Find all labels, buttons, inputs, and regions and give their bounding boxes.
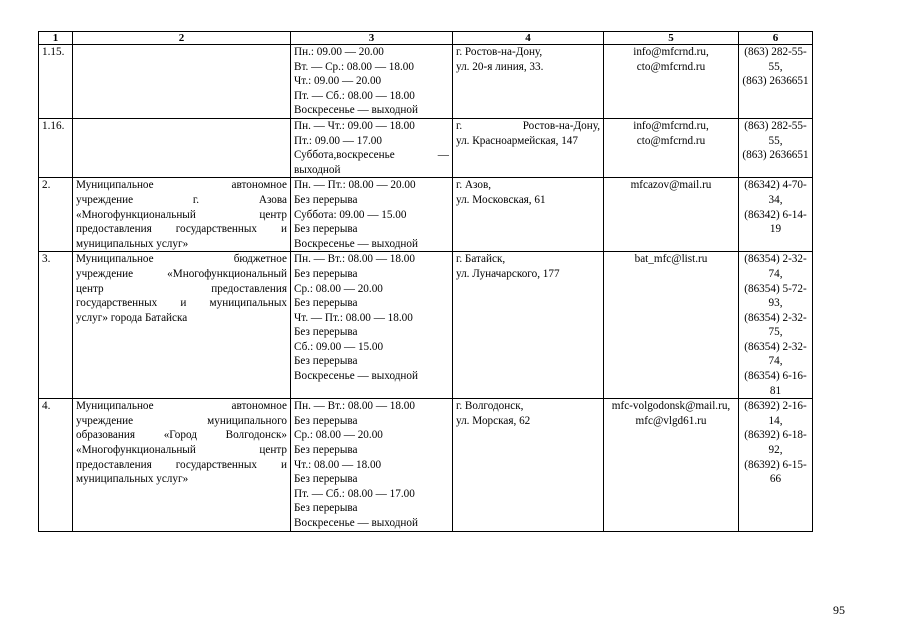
phone-cell: [739, 178, 813, 252]
address-line: ул. Луначарского, 177: [456, 267, 560, 280]
schedule-line: Без перерыва: [294, 444, 358, 457]
phone-line: (86392) 6-15-: [744, 458, 807, 471]
schedule-line: Пн. — Чт.: 09.00 — 18.00: [294, 119, 415, 132]
schedule-line: Пт.: 09.00 — 17.00: [294, 134, 382, 147]
schedule-line: Пн. — Вт.: 08.00 — 18.00: [294, 253, 415, 266]
table-row: [39, 399, 813, 531]
organization-cell: [73, 118, 291, 177]
header-col-4: 4: [453, 32, 604, 45]
email-cell: [604, 178, 739, 252]
email-cell: [604, 252, 739, 399]
phone-cell: [739, 252, 813, 399]
email-cell: [604, 118, 739, 177]
schedule-line: Без перерыва: [294, 414, 358, 427]
schedule-line: Чт. — Пт.: 08.00 — 18.00: [294, 311, 413, 324]
schedule-line: Чт.: 08.00 — 18.00: [294, 458, 382, 471]
phone-cell: [739, 45, 813, 119]
schedule-line: Пт. — Сб.: 08.00 — 18.00: [294, 89, 415, 102]
schedule-line: Пн. — Пт.: 08.00 — 20.00: [294, 179, 416, 192]
schedule-line: Без перерыва: [294, 297, 358, 310]
address-line: г. Азов,: [456, 179, 492, 192]
org-line: центр предоставления: [76, 282, 287, 295]
schedule-line: Ср.: 08.00 — 20.00: [294, 282, 383, 295]
schedule-cell: [291, 178, 453, 252]
phone-line: (86342) 6-14-: [744, 208, 807, 221]
org-line: муниципальных услуг»: [76, 473, 189, 486]
organization-cell: [73, 399, 291, 531]
address-cell: [453, 118, 604, 177]
address-line: ул. 20-я линия, 33.: [456, 60, 544, 73]
table-row: [39, 45, 813, 119]
schedule-line: Без перерыва: [294, 267, 358, 280]
org-line: предоставления государственных и: [76, 223, 287, 236]
schedule-line: Без перерыва: [294, 193, 358, 206]
row-number: 1.16.: [39, 118, 73, 177]
organization-cell: [73, 252, 291, 399]
phone-line: (86354) 6-16-: [744, 370, 807, 383]
schedule-line: Суббота,воскресенье —: [294, 149, 449, 162]
header-col-5: 5: [604, 32, 739, 45]
address-line: ул. Московская, 61: [456, 193, 546, 206]
phone-line: 55,: [768, 134, 783, 147]
mfc-table: [38, 31, 813, 532]
phone-cell: [739, 118, 813, 177]
phone-line: 74,: [768, 267, 783, 280]
table-row: [39, 118, 813, 177]
phone-line: 81: [769, 384, 782, 397]
phone-line: 66: [769, 473, 782, 486]
phone-line: (863) 282-55-: [744, 46, 807, 58]
phone-line: 92,: [768, 444, 783, 457]
schedule-line: Суббота: 09.00 — 15.00: [294, 208, 407, 221]
header-col-6: 6: [739, 32, 813, 45]
header-col-1: 1: [39, 32, 73, 45]
address-line: г. Ростов-на-Дону,: [456, 119, 600, 132]
schedule-line: Чт.: 09.00 — 20.00: [294, 75, 382, 88]
address-cell: [453, 178, 604, 252]
phone-line: (86354) 2-32-: [744, 311, 807, 324]
header-col-3: 3: [291, 32, 453, 45]
phone-line: (86392) 2-16-: [744, 400, 807, 413]
address-cell: [453, 45, 604, 119]
phone-line: (863) 2636651: [742, 75, 809, 88]
email-cell: [604, 45, 739, 119]
table-row: [39, 252, 813, 399]
schedule-line: Пн.: 09.00 — 20.00: [294, 46, 384, 58]
page-number: 95: [833, 603, 845, 617]
schedule-line: Воскресенье — выходной: [294, 370, 418, 383]
schedule-line: Без перерыва: [294, 473, 358, 486]
org-line: учреждение г. Азова: [76, 193, 287, 206]
address-line: г. Волгодонск,: [456, 400, 524, 413]
email-line: cto@mfcrnd.ru: [636, 134, 706, 147]
org-line: Муниципальное бюджетное: [76, 253, 287, 266]
org-line: государственных и муниципальных: [76, 297, 287, 310]
schedule-cell: [291, 399, 453, 531]
row-number: 3.: [39, 252, 73, 399]
org-line: Муниципальное автономное: [76, 400, 287, 413]
schedule-cell: [291, 252, 453, 399]
phone-line: (86354) 2-32-: [744, 340, 807, 353]
table-body: [39, 45, 813, 532]
row-number: 1.15.: [39, 45, 73, 119]
schedule-line: Сб.: 09.00 — 15.00: [294, 340, 384, 353]
phone-cell: [739, 399, 813, 531]
phone-line: (86342) 4-70-: [744, 179, 807, 192]
phone-line: (86354) 2-32-: [744, 253, 807, 266]
org-line: «Многофункциональный центр: [76, 208, 287, 221]
org-line: услуг» города Батайска: [76, 311, 188, 324]
org-line: учреждение «Многофункциональный: [76, 267, 287, 280]
address-cell: [453, 252, 604, 399]
phone-line: 75,: [768, 326, 783, 339]
org-line: учреждение муниципального: [76, 414, 287, 427]
org-line: «Многофункциональный центр: [76, 444, 287, 457]
org-line: образования «Город Волгодонск»: [76, 429, 287, 442]
header-row: [39, 32, 813, 45]
schedule-line: Воскресенье — выходной: [294, 517, 418, 529]
email-line: bat_mfc@list.ru: [634, 253, 708, 266]
schedule-cell: [291, 45, 453, 119]
schedule-cell: [291, 118, 453, 177]
phone-line: (86354) 5-72-: [744, 282, 807, 295]
schedule-line: Пн. — Вт.: 08.00 — 18.00: [294, 400, 415, 413]
row-number: 2.: [39, 178, 73, 252]
org-line: предоставления государственных и: [76, 458, 287, 471]
address-line: г. Ростов-на-Дону,: [456, 46, 543, 58]
phone-line: 14,: [768, 414, 783, 427]
table-row: [39, 178, 813, 252]
email-line: info@mfcrnd.ru,: [633, 46, 709, 58]
email-cell: [604, 399, 739, 531]
phone-line: 34,: [768, 193, 783, 206]
email-line: cto@mfcrnd.ru: [636, 60, 706, 73]
header-col-2: 2: [73, 32, 291, 45]
email-line: mfcazov@mail.ru: [630, 179, 712, 192]
phone-line: (86392) 6-18-: [744, 429, 807, 442]
schedule-line: Вт. — Ср.: 08.00 — 18.00: [294, 60, 414, 73]
email-line: mfc@vlgd61.ru: [635, 414, 707, 427]
address-line: ул. Красноармейская, 147: [456, 134, 578, 147]
schedule-line: Пт. — Сб.: 08.00 — 17.00: [294, 487, 415, 500]
schedule-line: выходной: [294, 163, 341, 176]
address-line: г. Батайск,: [456, 253, 506, 266]
org-line: муниципальных услуг»: [76, 237, 189, 250]
phone-line: 74,: [768, 355, 783, 368]
organization-cell: [73, 45, 291, 119]
schedule-line: Без перерыва: [294, 326, 358, 339]
org-line: Муниципальное автономное: [76, 179, 287, 192]
schedule-line: Без перерыва: [294, 223, 358, 236]
phone-line: 93,: [768, 297, 783, 310]
phone-line: 55,: [768, 60, 783, 73]
schedule-line: Без перерыва: [294, 355, 358, 368]
email-line: mfc-volgodonsk@mail.ru,: [611, 400, 731, 413]
address-cell: [453, 399, 604, 531]
email-line: info@mfcrnd.ru,: [633, 119, 709, 132]
organization-cell: [73, 178, 291, 252]
schedule-line: Воскресенье — выходной: [294, 237, 418, 250]
address-line: ул. Морская, 62: [456, 414, 531, 427]
phone-line: (863) 2636651: [742, 149, 809, 162]
schedule-line: Воскресенье — выходной: [294, 104, 418, 117]
schedule-line: Ср.: 08.00 — 20.00: [294, 429, 383, 442]
row-number: 4.: [39, 399, 73, 531]
phone-line: (863) 282-55-: [744, 119, 807, 132]
schedule-line: Без перерыва: [294, 502, 358, 515]
phone-line: 19: [769, 223, 782, 236]
